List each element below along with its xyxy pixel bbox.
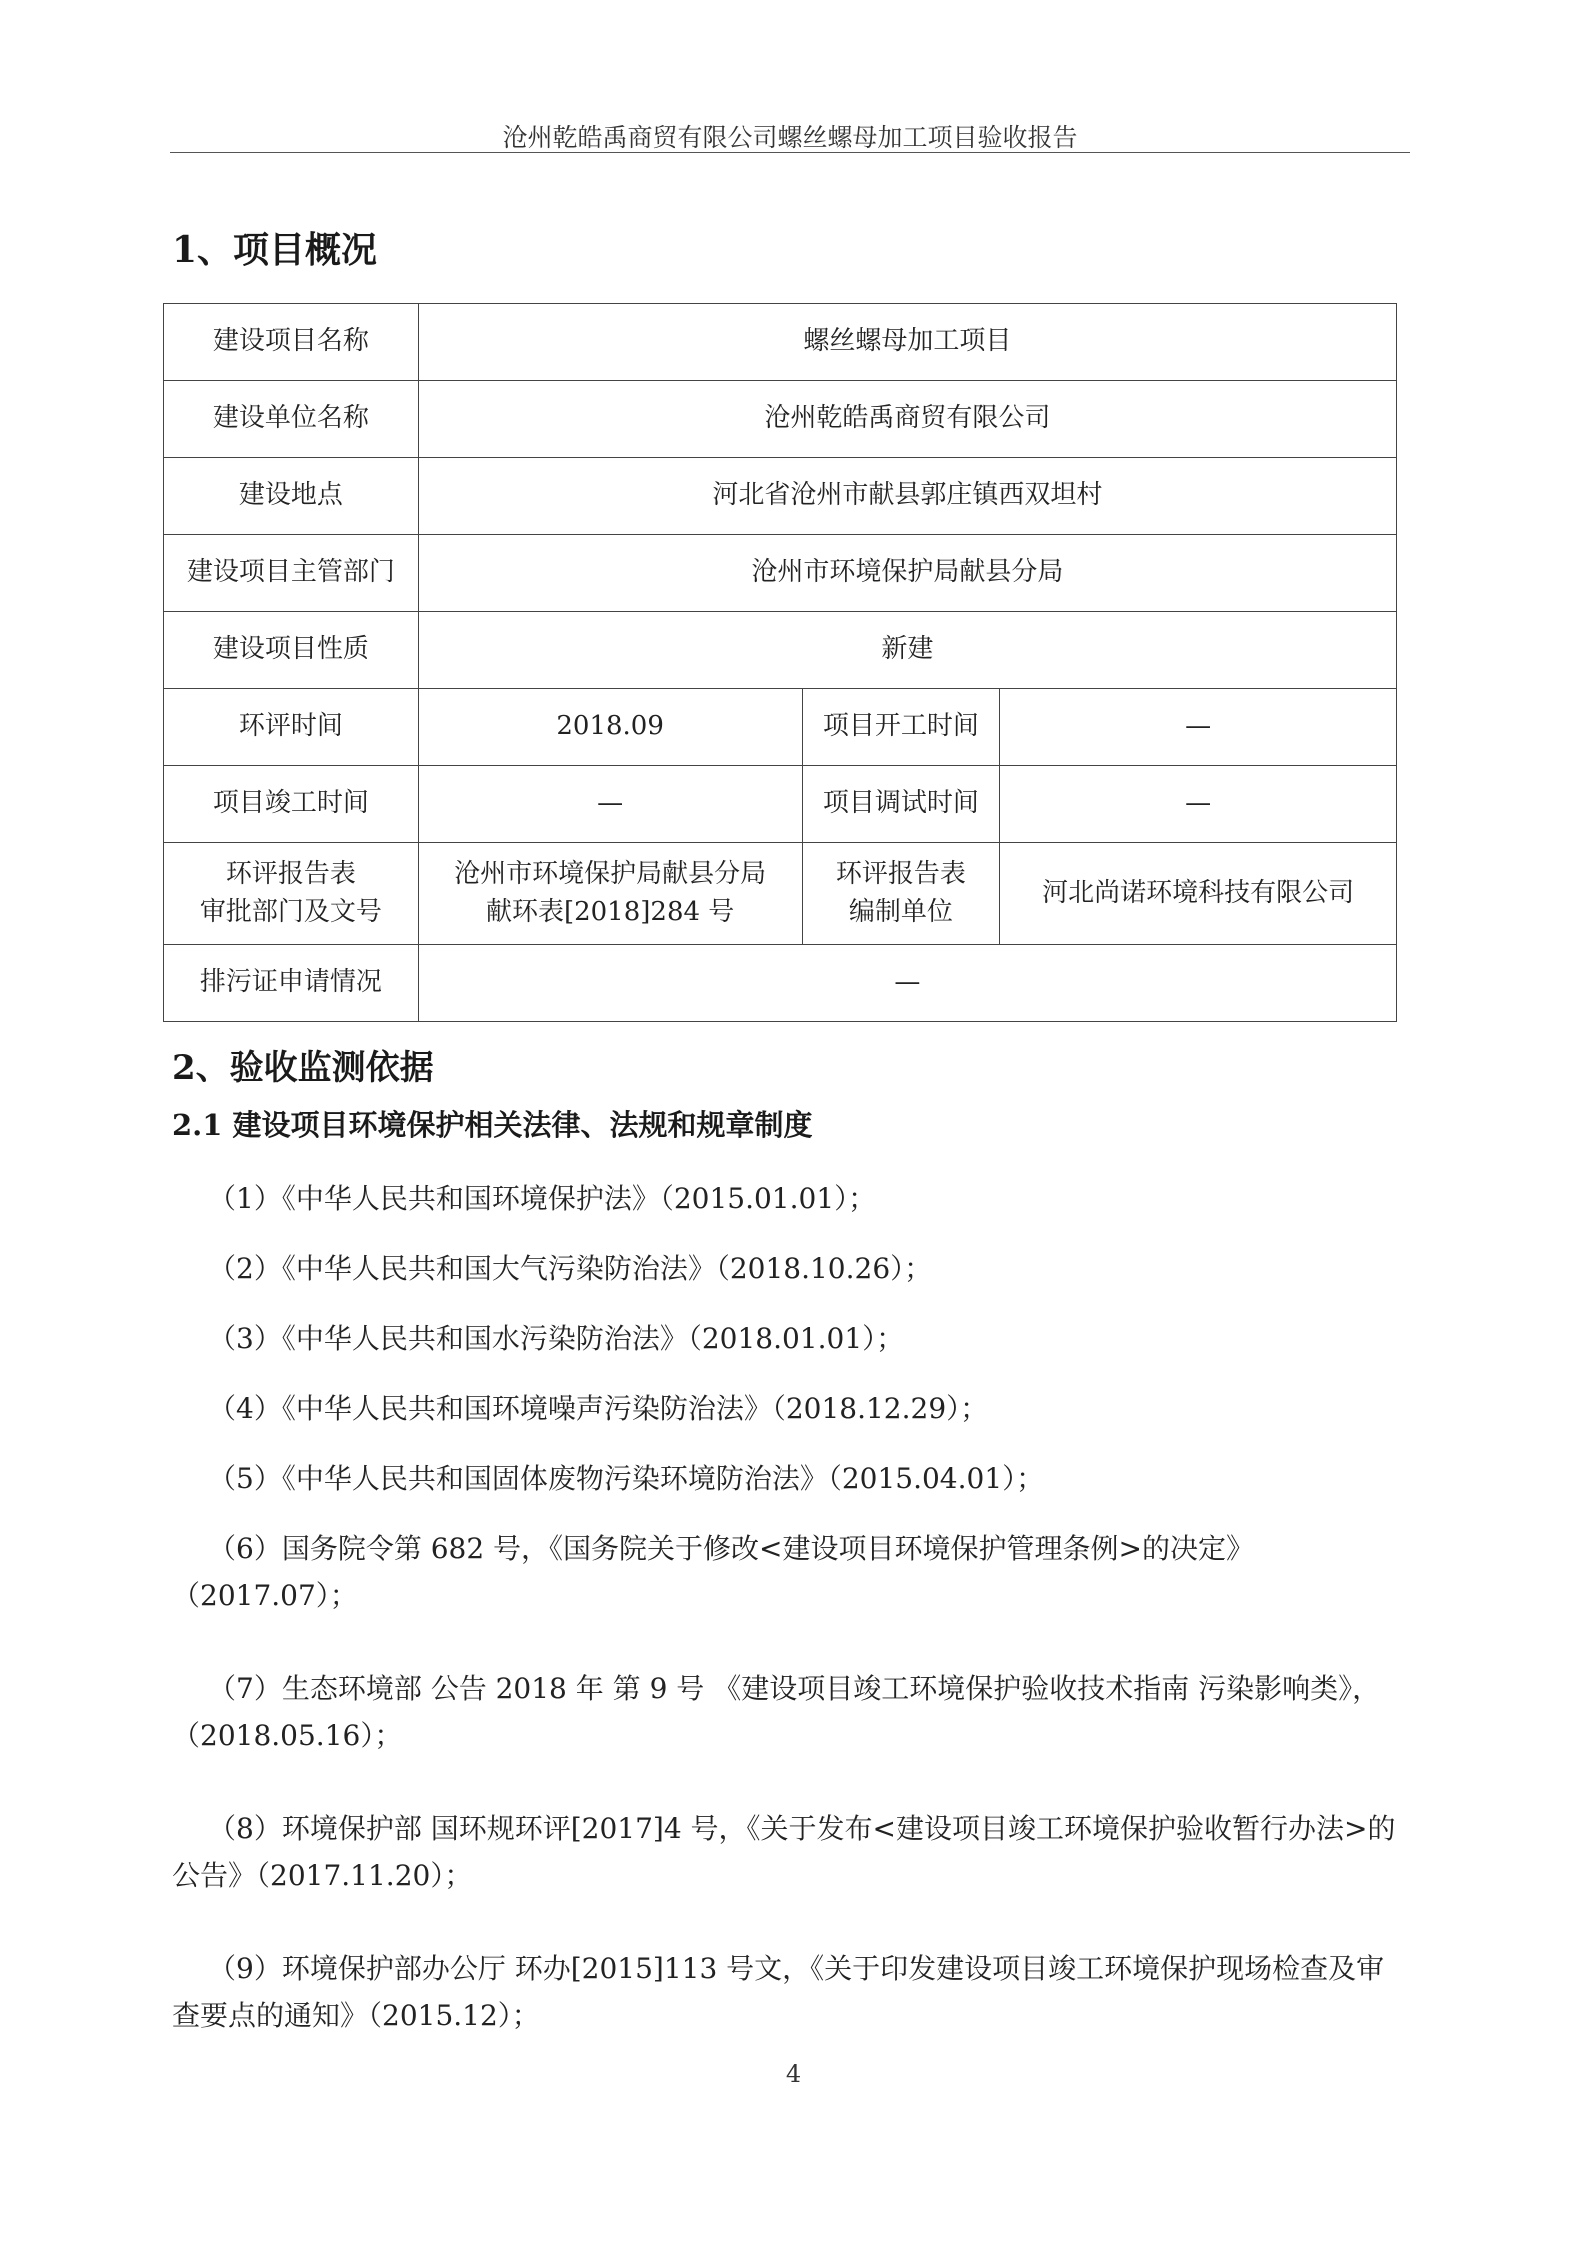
completion-time-label: 项目竣工时间 — [164, 766, 419, 843]
table-row — [164, 612, 1397, 689]
law-item-1: （1）《中华人民共和国环境保护法》（2015.01.01）； — [208, 1182, 877, 1215]
table-row — [164, 458, 1397, 535]
law-item-5: （5）《中华人民共和国固体废物污染环境防治法》（2015.04.01）； — [208, 1462, 1045, 1495]
law-item-6: （6）国务院令第 682 号，《国务院关于修改<建设项目环境保护管理条例>的决定》（2017.07）； — [172, 1532, 1254, 1613]
permit-value: — — [418, 945, 1396, 1022]
table-row — [164, 945, 1397, 1022]
section-2-1-heading: 2.1 建设项目环境保护相关法律、法规和规章制度 — [172, 1108, 813, 1142]
table-row — [164, 689, 1397, 766]
authority-label: 建设项目主管部门 — [164, 535, 419, 612]
table-row — [164, 766, 1397, 843]
project-name-value: 螺丝螺母加工项目 — [418, 304, 1396, 381]
section-2-heading: 2、验收监测依据 — [172, 1048, 434, 1088]
project-name-label: 建设项目名称 — [164, 304, 419, 381]
table-row — [164, 843, 1397, 945]
nature-label: 建设项目性质 — [164, 612, 419, 689]
eia-time-value: 2018.09 — [418, 689, 802, 766]
table-row — [164, 304, 1397, 381]
preparer-value: 河北尚诺环境科技有限公司 — [1000, 843, 1397, 945]
law-item-4: （4）《中华人民共和国环境噪声污染防治法》（2018.12.29）； — [208, 1392, 989, 1425]
approval-value-line2: 献环表[2018]284 号 — [485, 896, 735, 927]
table-row — [164, 381, 1397, 458]
law-item-7: （7）生态环境部 公告 2018 年 第 9 号 《建设项目竣工环境保护验收技术指南 污染影响类》，（2018.05.16）； — [172, 1672, 1381, 1753]
table-row — [164, 535, 1397, 612]
completion-time-value: — — [418, 766, 802, 843]
eia-time-label: 环评时间 — [164, 689, 419, 766]
preparer-label-line2: 编制单位 — [848, 896, 953, 927]
page-number: 4 — [785, 2060, 802, 2088]
approval-value-line1: 沧州市环境保护局献县分局 — [454, 858, 767, 889]
project-overview-table — [163, 303, 1397, 1022]
approval-value — [418, 843, 802, 945]
section-1-heading: 1、项目概况 — [172, 229, 378, 271]
approval-label-line2: 审批部门及文号 — [199, 896, 382, 927]
permit-label: 排污证申请情况 — [164, 945, 419, 1022]
unit-name-label: 建设单位名称 — [164, 381, 419, 458]
approval-label-line1: 环评报告表 — [225, 858, 356, 889]
location-label: 建设地点 — [164, 458, 419, 535]
law-item-9: （9）环境保护部办公厅 环办[2015]113 号文，《关于印发建设项目竣工环境保护现场检查及审查要点的通知》（2015.12）； — [172, 1952, 1385, 2033]
start-time-label: 项目开工时间 — [802, 689, 1000, 766]
header-rule — [170, 152, 1410, 153]
approval-label — [164, 843, 419, 945]
preparer-label — [802, 843, 1000, 945]
start-time-value: — — [1000, 689, 1397, 766]
preparer-label-line1: 环评报告表 — [835, 858, 966, 889]
nature-value: 新建 — [418, 612, 1396, 689]
law-item-2: （2）《中华人民共和国大气污染防治法》（2018.10.26）； — [208, 1252, 933, 1285]
law-item-8: （8）环境保护部 国环规环评[2017]4 号，《关于发布<建设项目竣工环境保护验收暂行办法>的公告》（2017.11.20）； — [172, 1812, 1396, 1893]
unit-name-value: 沧州乾皓禹商贸有限公司 — [418, 381, 1396, 458]
debug-time-label: 项目调试时间 — [802, 766, 1000, 843]
law-item-3: （3）《中华人民共和国水污染防治法》（2018.01.01）； — [208, 1322, 905, 1355]
location-value: 河北省沧州市献县郭庄镇西双坦村 — [418, 458, 1396, 535]
running-header: 沧州乾皓禹商贸有限公司螺丝螺母加工项目验收报告 — [502, 123, 1078, 152]
debug-time-value: — — [1000, 766, 1397, 843]
authority-value: 沧州市环境保护局献县分局 — [418, 535, 1396, 612]
